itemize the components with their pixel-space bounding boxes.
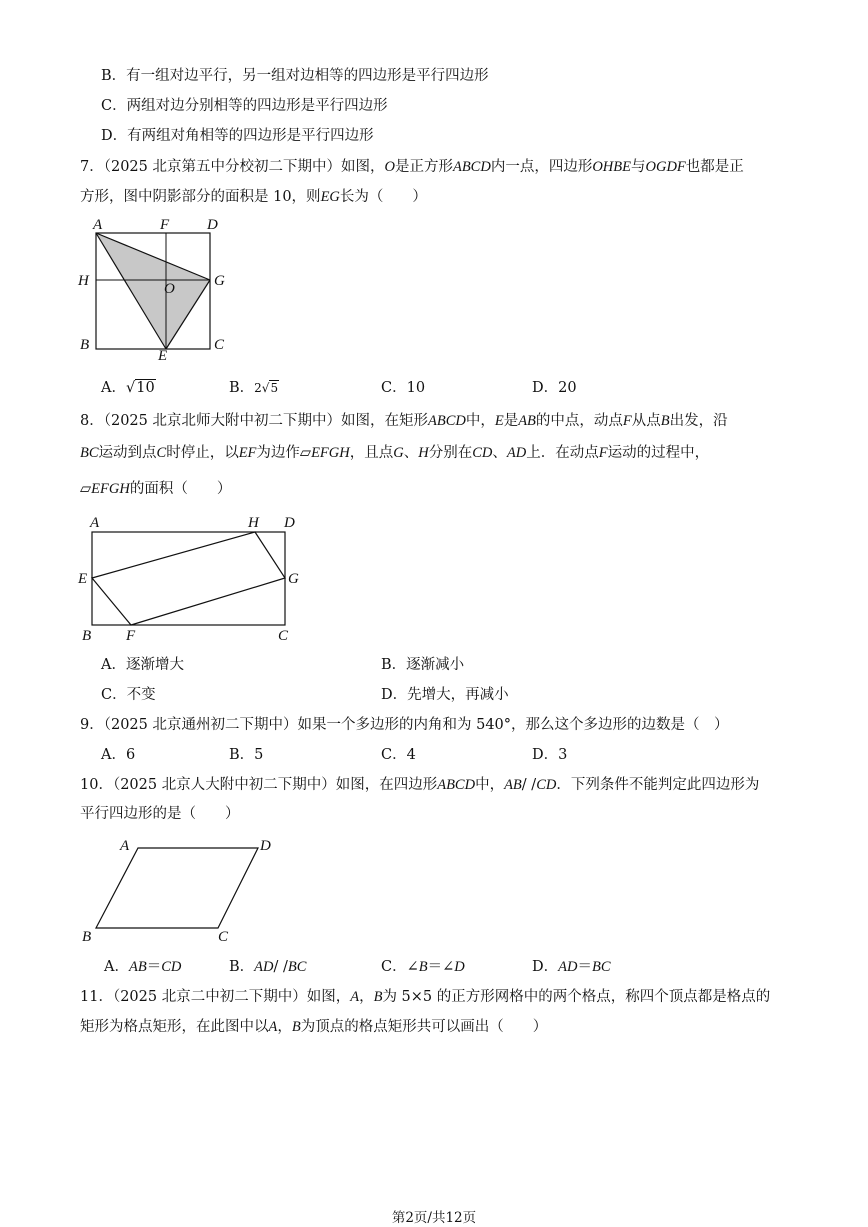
q9-option-b: B．5 <box>229 747 264 763</box>
q7-square-figure <box>74 212 234 362</box>
q7-label-o: O <box>164 281 175 297</box>
q10-stem-line1: 10．（2025 北京人大附中初二下期中）如图，在四边形ABCD中，AB/ /CD．下列条件不能判定此四边形为 <box>80 777 760 793</box>
q8-option-c: C．不变 <box>101 687 156 703</box>
q8-label-g: G <box>288 571 299 587</box>
q9-option-a: A．6 <box>101 747 136 763</box>
q7-shaded-region <box>96 233 210 349</box>
q10-label-a: A <box>120 838 130 854</box>
q8-parallelogram-efgh <box>92 532 285 625</box>
q10-option-d: D．AD＝BC <box>532 959 611 975</box>
q11-stem-line1: 11．（2025 北京二中初二下期中）如图，A，B为 5×5 的正方形网格中的两个格点，称四个顶点都是格点的 <box>80 989 771 1005</box>
q7-option-c: C．10 <box>381 380 426 396</box>
q8-stem-line2: BC运动到点C时停止，以EF为边作▱EFGH，且点G、H分别在CD、AD上．在动点F运动的过程中， <box>80 445 710 461</box>
q10-parallelogram-figure <box>76 832 286 952</box>
q7-label-e: E <box>158 348 168 362</box>
q8-label-a: A <box>90 515 100 531</box>
q8-label-c: C <box>278 628 289 644</box>
q10-label-d: D <box>260 838 271 854</box>
q7-label-c: C <box>214 337 225 353</box>
q8-option-a: A．逐渐增大 <box>101 657 184 673</box>
q8-label-f: F <box>126 628 136 644</box>
q10-option-b: B．AD/ /BC <box>229 959 307 975</box>
q7-label-g: G <box>214 273 225 289</box>
q8-rectangle-figure <box>74 510 314 650</box>
q7-stem-line1: 7．（2025 北京第五中分校初二下期中）如图，O是正方形ABCD内一点，四边形OHBE与OGDF也都是正 <box>80 159 744 175</box>
page-footer: 第2页/共12页 <box>391 1210 477 1226</box>
q8-stem-line3: ▱EFGH的面积（ ） <box>80 481 232 497</box>
q8-stem-line1: 8．（2025 北京北师大附中初二下期中）如图，在矩形ABCD中，E是AB的中点，动点F从点B出发，沿 <box>80 413 728 429</box>
q10-label-b: B <box>82 929 92 945</box>
q10-option-a: A．AB＝CD <box>104 959 182 975</box>
q8-label-e: E <box>78 571 88 587</box>
q8-label-h: H <box>248 515 259 531</box>
q11-stem-line2: 矩形为格点矩形，在此图中以A，B为顶点的格点矩形共可以画出（ ） <box>80 1019 548 1035</box>
q6-option-d: D．有两组对角相等的四边形是平行四边形 <box>101 128 374 144</box>
q10-parallelogram-abcd <box>96 848 258 928</box>
q8-rectangle-abcd <box>92 532 285 625</box>
q9-stem: 9．（2025 北京通州初二下期中）如果一个多边形的内角和为 540°，那么这个多边形的边数是（ ） <box>80 717 729 733</box>
q7-label-a: A <box>93 217 103 233</box>
q6-option-c: C．两组对边分别相等的四边形是平行四边形 <box>101 98 388 114</box>
q10-label-c: C <box>218 929 229 945</box>
q7-label-f: F <box>160 217 170 233</box>
q10-option-c: C．∠B＝∠D <box>381 959 465 975</box>
q7-label-b: B <box>80 337 90 353</box>
q8-option-d: D．先增大，再减小 <box>381 687 509 703</box>
q9-option-d: D．3 <box>532 747 568 763</box>
q7-option-a: A．√10 <box>101 380 155 396</box>
q8-label-d: D <box>284 515 295 531</box>
q7-label-d: D <box>207 217 218 233</box>
q8-label-b: B <box>82 628 92 644</box>
q7-option-b: B．2√5 <box>229 380 279 396</box>
q10-stem-line2: 平行四边形的是（ ） <box>80 806 240 822</box>
q9-option-c: C．4 <box>381 747 416 763</box>
q8-option-b: B．逐渐减小 <box>381 657 465 673</box>
q6-option-b: B．有一组对边平行，另一组对边相等的四边形是平行四边形 <box>101 68 489 84</box>
q7-stem-line2: 方形，图中阴影部分的面积是 10，则EG长为（ ） <box>80 189 427 205</box>
q7-label-h: H <box>78 273 89 289</box>
q7-option-d: D．20 <box>532 380 577 396</box>
